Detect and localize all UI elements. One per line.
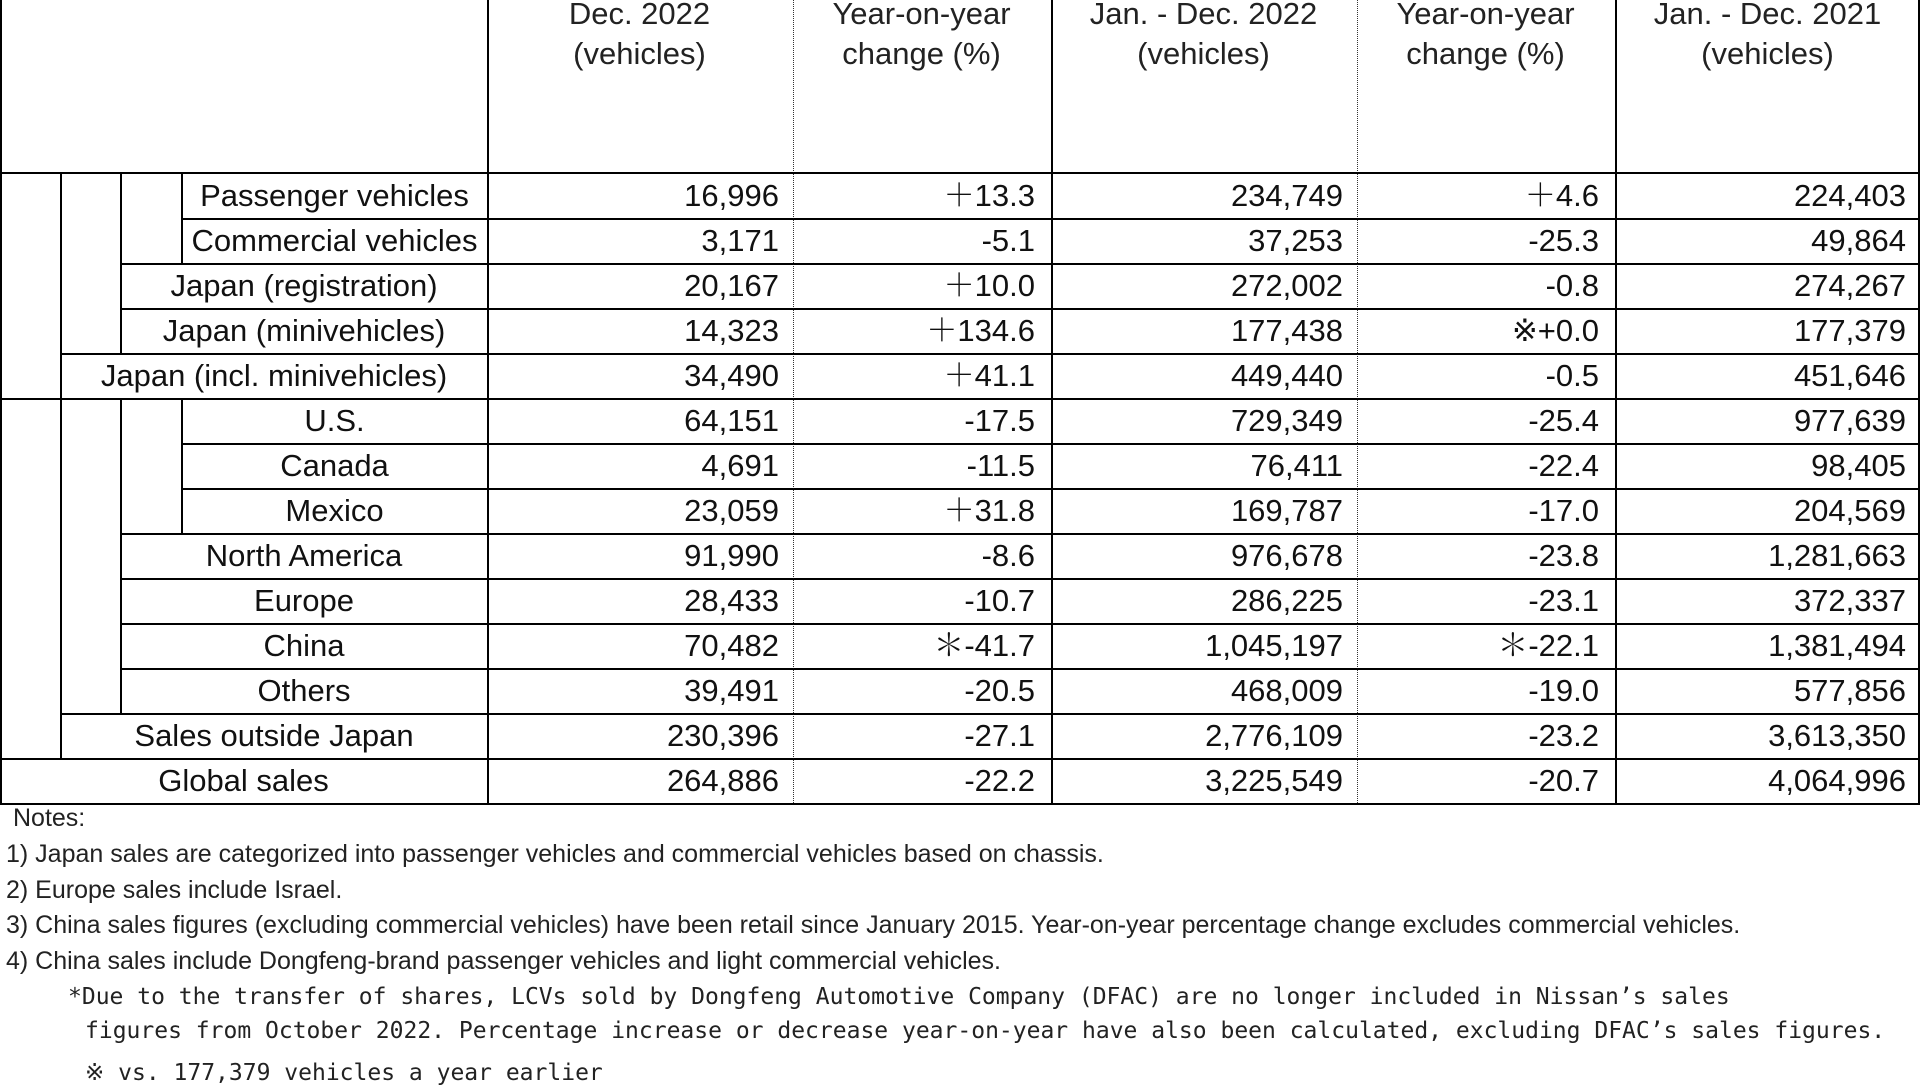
table-cell: 23,059 xyxy=(684,493,779,528)
table-cell: ※+0.0 xyxy=(1511,313,1599,348)
row-label-others: Others xyxy=(257,673,351,708)
table-cell: -25.4 xyxy=(1528,403,1599,438)
row-border xyxy=(181,443,1920,445)
note-4: 4) China sales include Dongfeng-brand passenger vehicles and light commercial vehicles. xyxy=(6,947,1001,975)
row-border xyxy=(60,713,1920,715)
table-cell: ＊-41.7 xyxy=(933,628,1035,663)
table-cell: -27.1 xyxy=(964,718,1035,753)
table-cell: ＋13.3 xyxy=(943,178,1035,213)
table-cell: 286,225 xyxy=(1230,583,1343,618)
table-cell: 177,379 xyxy=(1793,313,1906,348)
row-border xyxy=(120,623,1920,625)
table-cell: 70,482 xyxy=(684,628,779,663)
row-border xyxy=(120,308,1920,310)
column-header-line1: Year-on-year xyxy=(1396,0,1575,31)
column-header-line1: Dec. 2022 xyxy=(568,0,711,31)
table-cell: -25.3 xyxy=(1528,223,1599,258)
table-cell: 264,886 xyxy=(666,763,779,798)
table-cell: 28,433 xyxy=(684,583,779,618)
row-border xyxy=(60,353,1920,355)
table-border-line xyxy=(0,0,2,803)
note-1: 1) Japan sales are categorized into passenger vehicles and commercial vehicles based on chassis. xyxy=(6,840,1104,868)
column-header-line2: (vehicles) xyxy=(573,36,706,71)
table-cell: 451,646 xyxy=(1793,358,1906,393)
table-cell: -20.7 xyxy=(1528,763,1599,798)
hierarchy-indent-line xyxy=(181,398,183,533)
note-dfac-line2: figures from October 2022. Percentage increase or decrease year-on-year have also been calculated, excluding DFAC’s sales figures. xyxy=(85,1018,1886,1044)
table-cell: 20,167 xyxy=(684,268,779,303)
column-separator-dotted xyxy=(1357,0,1358,803)
table-cell: -0.5 xyxy=(1545,358,1599,393)
table-cell: 169,787 xyxy=(1230,493,1343,528)
column-header-yoy-dec xyxy=(793,0,1050,84)
row-label-japan-incl-minivehicles: Japan (incl. minivehicles) xyxy=(100,358,448,393)
table-cell: 34,490 xyxy=(684,358,779,393)
table-cell: ＋10.0 xyxy=(943,268,1035,303)
row-label-mexico: Mexico xyxy=(285,493,384,528)
table-cell: ＋31.8 xyxy=(943,493,1035,528)
row-label-passenger-vehicles: Passenger vehicles xyxy=(200,178,469,213)
hierarchy-indent-line xyxy=(120,398,122,713)
row-label-japan-registration: Japan (registration) xyxy=(170,268,438,303)
row-border xyxy=(181,488,1920,490)
table-cell: -11.5 xyxy=(966,448,1035,483)
table-cell: 234,749 xyxy=(1230,178,1343,213)
row-label-commercial-vehicles: Commercial vehicles xyxy=(191,223,478,258)
row-border xyxy=(120,578,1920,580)
hierarchy-indent-line xyxy=(60,173,62,758)
column-separator xyxy=(1051,0,1053,803)
table-cell: 39,491 xyxy=(684,673,779,708)
row-label-us: U.S. xyxy=(304,403,365,438)
table-cell: -5.1 xyxy=(981,223,1035,258)
table-cell: 976,678 xyxy=(1230,538,1343,573)
table-cell: ＋134.6 xyxy=(926,313,1035,348)
note-minivehicles-footnote: ※ vs. 177,379 vehicles a year earlier xyxy=(85,1060,603,1086)
table-cell: 224,403 xyxy=(1793,178,1906,213)
row-border xyxy=(0,803,1920,805)
row-border xyxy=(120,263,1920,265)
table-cell: ＊-22.1 xyxy=(1497,628,1599,663)
column-header-line2: (vehicles) xyxy=(1701,36,1834,71)
table-cell: 49,864 xyxy=(1811,223,1906,258)
table-cell: 3,225,549 xyxy=(1205,763,1343,798)
table-cell: 37,253 xyxy=(1248,223,1343,258)
note-3: 3) China sales figures (excluding commercial vehicles) have been retail since January 2015. Year-on-year percentage change excludes commercial vehicles. xyxy=(6,911,1741,939)
row-border xyxy=(181,218,1920,220)
column-separator-dotted xyxy=(793,0,794,803)
column-header-line1: Year-on-year xyxy=(832,0,1011,31)
row-label-japan-minivehicles: Japan (minivehicles) xyxy=(162,313,446,348)
column-header-yoy-year xyxy=(1357,0,1614,84)
column-separator xyxy=(487,0,489,803)
table-cell: -10.7 xyxy=(964,583,1035,618)
table-cell: -23.1 xyxy=(1528,583,1599,618)
table-cell: 64,151 xyxy=(684,403,779,438)
row-label-china: China xyxy=(263,628,345,663)
table-cell: -23.8 xyxy=(1528,538,1599,573)
table-border-line xyxy=(1918,0,1920,803)
column-header-line2: (vehicles) xyxy=(1137,36,1270,71)
table-cell: 468,009 xyxy=(1230,673,1343,708)
row-label-north-america: North America xyxy=(205,538,403,573)
notes-title: Notes: xyxy=(13,804,86,832)
row-label-sales-outside-japan: Sales outside Japan xyxy=(134,718,414,753)
table-cell: 577,856 xyxy=(1793,673,1906,708)
row-label-canada: Canada xyxy=(280,448,389,483)
table-cell: -22.4 xyxy=(1528,448,1599,483)
table-cell: 2,776,109 xyxy=(1205,718,1343,753)
table-cell: 3,613,350 xyxy=(1768,718,1906,753)
table-cell: 1,281,663 xyxy=(1768,538,1906,573)
table-cell: 272,002 xyxy=(1230,268,1343,303)
table-cell: 16,996 xyxy=(684,178,779,213)
column-header-line1: Jan. - Dec. 2022 xyxy=(1089,0,1318,31)
table-cell: 372,337 xyxy=(1793,583,1906,618)
table-cell: 977,639 xyxy=(1793,403,1906,438)
table-cell: 177,438 xyxy=(1230,313,1343,348)
header-bottom-border xyxy=(0,172,1920,174)
table-cell: 3,171 xyxy=(701,223,779,258)
table-cell: -8.6 xyxy=(981,538,1035,573)
column-header-line1: Jan. - Dec. 2021 xyxy=(1653,0,1882,31)
column-header-dec-2022 xyxy=(487,0,792,84)
column-header-jan-dec-2022 xyxy=(1051,0,1356,84)
table-cell: ＋41.1 xyxy=(943,358,1035,393)
table-cell: 98,405 xyxy=(1811,448,1906,483)
table-cell: 14,323 xyxy=(684,313,779,348)
table-cell: 4,064,996 xyxy=(1768,763,1906,798)
table-cell: 91,990 xyxy=(684,538,779,573)
table-cell: 76,411 xyxy=(1250,448,1343,483)
table-cell: 1,381,494 xyxy=(1768,628,1906,663)
row-border xyxy=(0,398,1920,400)
table-cell: 1,045,197 xyxy=(1205,628,1343,663)
table-cell: -0.8 xyxy=(1545,268,1599,303)
table-cell: 729,349 xyxy=(1230,403,1343,438)
row-label-europe: Europe xyxy=(254,583,354,618)
column-separator xyxy=(1615,0,1617,803)
column-header-line2: change (%) xyxy=(1406,36,1565,71)
table-cell: 230,396 xyxy=(666,718,779,753)
table-cell: 4,691 xyxy=(701,448,779,483)
row-label-global-sales: Global sales xyxy=(158,763,329,798)
table-cell: -19.0 xyxy=(1528,673,1599,708)
note-2: 2) Europe sales include Israel. xyxy=(6,876,343,904)
table-cell: -17.0 xyxy=(1528,493,1599,528)
note-dfac-line1: *Due to the transfer of shares, LCVs sold by Dongfeng Automotive Company (DFAC) are no longer included in Nissan’s sales xyxy=(68,984,1730,1010)
column-header-jan-dec-2021 xyxy=(1615,0,1920,84)
table-cell: -23.2 xyxy=(1528,718,1599,753)
table-cell: 204,569 xyxy=(1793,493,1906,528)
table-cell: -17.5 xyxy=(964,403,1035,438)
column-header-line2: change (%) xyxy=(842,36,1001,71)
table-cell: 449,440 xyxy=(1230,358,1343,393)
table-cell: -20.5 xyxy=(964,673,1035,708)
row-border xyxy=(120,533,1920,535)
table-cell: ＋4.6 xyxy=(1524,178,1599,213)
row-border xyxy=(0,758,1920,760)
table-cell: 274,267 xyxy=(1793,268,1906,303)
row-border xyxy=(120,668,1920,670)
table-cell: -22.2 xyxy=(964,763,1035,798)
